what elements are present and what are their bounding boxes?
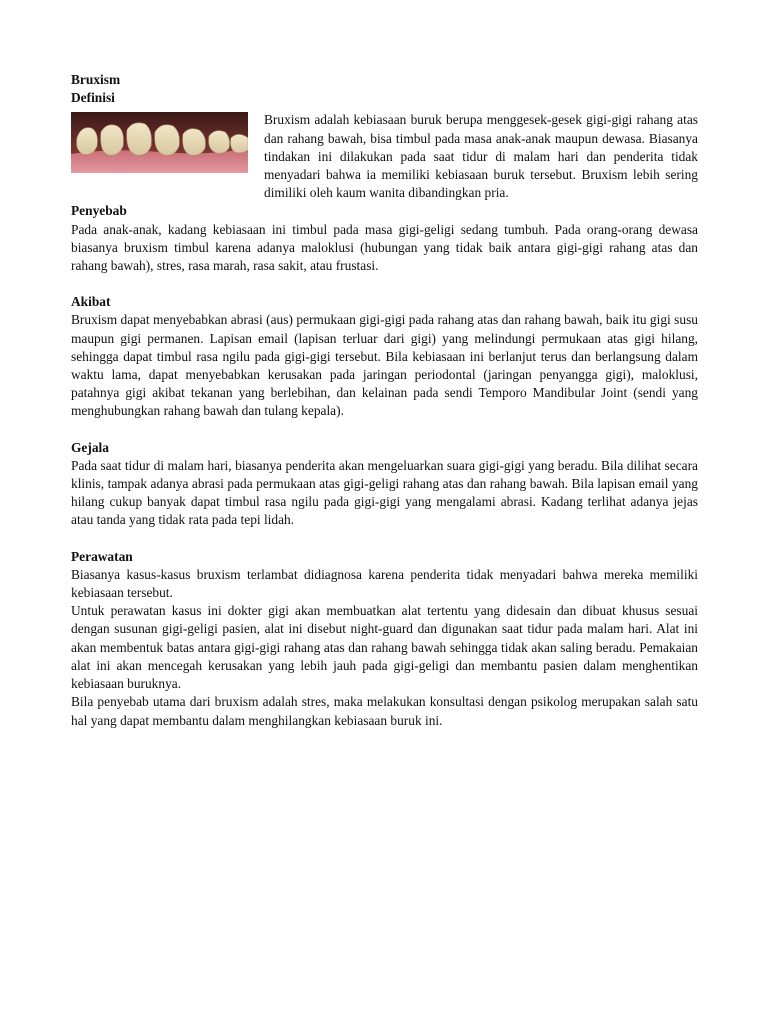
penyebab-paragraph: Pada anak-anak, kadang kebiasaan ini timbul pada masa gigi-geligi sedang tumbuh. Pada orang-orang dewasa biasanya bruxism timbul karena adanya maloklusi (hubungan yang tidak baik antara gigi-gigi rahang atas dan rahang bawah), stres, rasa marah, rasa sakit, atau frustasi. xyxy=(71,221,698,274)
perawatan-heading: Perawatan xyxy=(71,548,133,564)
akibat-heading: Akibat xyxy=(71,294,111,310)
definisi-text: Bruxism adalah kebiasaan buruk berupa menggesek-gesek gigi-gigi rahang atas dan rahang bawah, bisa timbul pada masa anak-anak maupun dewasa. Biasanya tindakan ini dilakukan pada saat tidur di malam hari dan penderita tidak menyadari bahwa ia memiliki kebiasaan buruk tersebut. Bruxism lebih sering dimiliki oleh kaum wanita dibandingkan pria. xyxy=(264,112,698,201)
section-akibat xyxy=(71,293,698,420)
section-penyebab xyxy=(71,202,698,275)
perawatan-paragraph-3: Bila penyebab utama dari bruxism adalah stres, maka melakukan konsultasi dengan psikolog merupakan salah satu hal yang dapat membantu dalam menghilangkan kebiasaan buruk ini. xyxy=(71,694,698,728)
gejala-heading: Gejala xyxy=(71,439,109,455)
definisi-block xyxy=(71,111,698,202)
perawatan-paragraph-1: Biasanya kasus-kasus bruxism terlambat didiagnosa karena penderita tidak menyadari bahwa mereka memiliki kebiasaan tersebut. xyxy=(71,566,698,601)
perawatan-paragraph-2: Untuk perawatan kasus ini dokter gigi akan membuatkan alat tertentu yang didesain dan dibuat khusus sesuai dengan susunan gigi-geligi pasien, alat ini disebut night-guard dan digunakan saat tidur pada malam hari. Alat ini akan membentuk batas antara gigi-gigi rahang atas dan rahang bawah sehingga tidak akan saling beradu. Pemakaian alat ini akan mencegah kerusakan yang lebih jauh pada gigi-geligi dan membantu pasien dalam menghentikan kebiasaan buruknya. xyxy=(71,603,698,692)
document-title: Bruxism xyxy=(71,72,121,87)
penyebab-heading: Penyebab xyxy=(71,203,127,219)
section-gejala xyxy=(71,439,698,530)
akibat-paragraph: Bruxism dapat menyebabkan abrasi (aus) permukaan gigi-gigi pada rahang atas dan rahang bawah, baik itu gigi susu maupun gigi permanen. Lapisan email (lapisan terluar dari gigi) yang melindungi permukaan atas gigi hilang, sehingga dapat timbul rasa ngilu pada gigi-gigi tersebut. Bila kebiasaan ini berlanjut terus dan berlangsung dalam waktu lama, dapat menyebabkan kerusakan pada jaringan periodontal (jaringan penyangga gigi), maloklusi, patahnya gigi akibat tekanan yang berlebihan, dan kelainan pada sendi Temporo Mandibular Joint (sendi yang menghubungkan rahang bawah dan tulang kepala). xyxy=(71,312,698,419)
definisi-heading: Definisi xyxy=(71,90,115,106)
gejala-paragraph: Pada saat tidur di malam hari, biasanya penderita akan mengeluarkan suara gigi-gigi yang beradu. Bila dilihat secara klinis, tampak adanya abrasi pada permukaan atas gigi-geligi rahang atas dan rahang bawah. Bila lapisan email yang hilang cukup banyak dapat timbul rasa ngilu pada gigi-gigi yang mengalami abrasi. Kadang terlihat adanya jejas atau tanda yang tidak rata pada tepi lidah. xyxy=(71,457,698,528)
document-page xyxy=(71,71,698,730)
section-perawatan xyxy=(71,548,698,730)
teeth-photo-icon xyxy=(71,112,248,173)
